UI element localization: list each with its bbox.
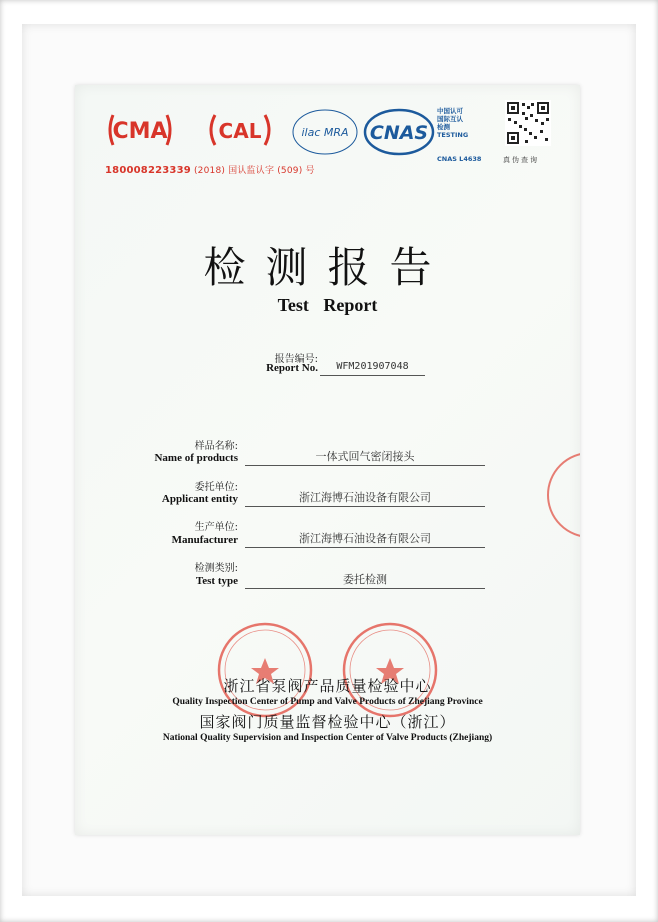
cnas-accreditation-text (437, 107, 497, 139)
cnas-text-3: 检测 (437, 123, 450, 131)
cnas-text-2: 国际互认 (437, 115, 463, 123)
field-applicant-label-cn: 委托单位: (194, 482, 238, 493)
field-product-label-en: Name of products (154, 452, 238, 464)
verify-label: 真伪查询 (503, 156, 539, 164)
field-applicant-value: 浙江海博石油设备有限公司 (245, 490, 485, 507)
field-testtype-value: 委托检测 (245, 572, 485, 589)
qr-code[interactable] (505, 100, 551, 146)
issuer-line1-en: Quality Inspection Center of Pump and Valve Products of Zhejiang Province (172, 697, 483, 707)
certificate-document (75, 85, 580, 835)
cma-number: 180008223339 (105, 165, 191, 176)
field-manufacturer-value: 浙江海博石油设备有限公司 (245, 531, 485, 548)
cnas-logo (363, 107, 435, 157)
cma-logo-text: CMA (112, 119, 168, 144)
cnas-code: CNAS L4638 (437, 155, 482, 163)
cma-note: (2018) 国认监认字 (509) 号 (193, 166, 315, 176)
field-testtype-label-cn: 检测类别: (194, 563, 238, 574)
cma-certificate-line (105, 163, 315, 176)
red-seal-edge (545, 445, 580, 545)
report-no-value: WFM201907048 (320, 359, 425, 376)
cnas-text-1: 中国认可 (437, 107, 463, 115)
title-english: Test Report (277, 295, 378, 315)
title-chinese: 检测报告 (203, 243, 452, 292)
cnas-logo-text: CNAS (369, 122, 429, 144)
cnas-text-4: TESTING (437, 131, 469, 139)
issuer-line2-en: National Quality Supervision and Inspection Center of Valve Products (Zhejiang) (162, 733, 493, 743)
report-no-label-cn: 报告编号: (274, 354, 318, 365)
report-no-label-en: Report No. (266, 362, 318, 374)
field-manufacturer-label-cn: 生产单位: (194, 522, 238, 533)
ilac-mra-logo (290, 107, 360, 157)
field-product-label-cn: 样品名称: (194, 441, 238, 452)
field-product-value: 一体式回气密闭接头 (245, 449, 485, 466)
field-testtype-label-en: Test type (195, 575, 238, 587)
issuer-line2-cn: 国家阀门质量监督检验中心（浙江） (199, 713, 456, 731)
field-applicant-label-en: Applicant entity (161, 493, 238, 505)
ilac-logo-text: ilac MRA (301, 126, 349, 139)
field-manufacturer-label-en: Manufacturer (171, 534, 238, 546)
cal-logo (205, 110, 275, 150)
cal-logo-text: CAL (218, 119, 262, 143)
cma-logo (105, 110, 175, 150)
issuer-line1-cn: 浙江省泵阀产品质量检验中心 (223, 677, 432, 695)
